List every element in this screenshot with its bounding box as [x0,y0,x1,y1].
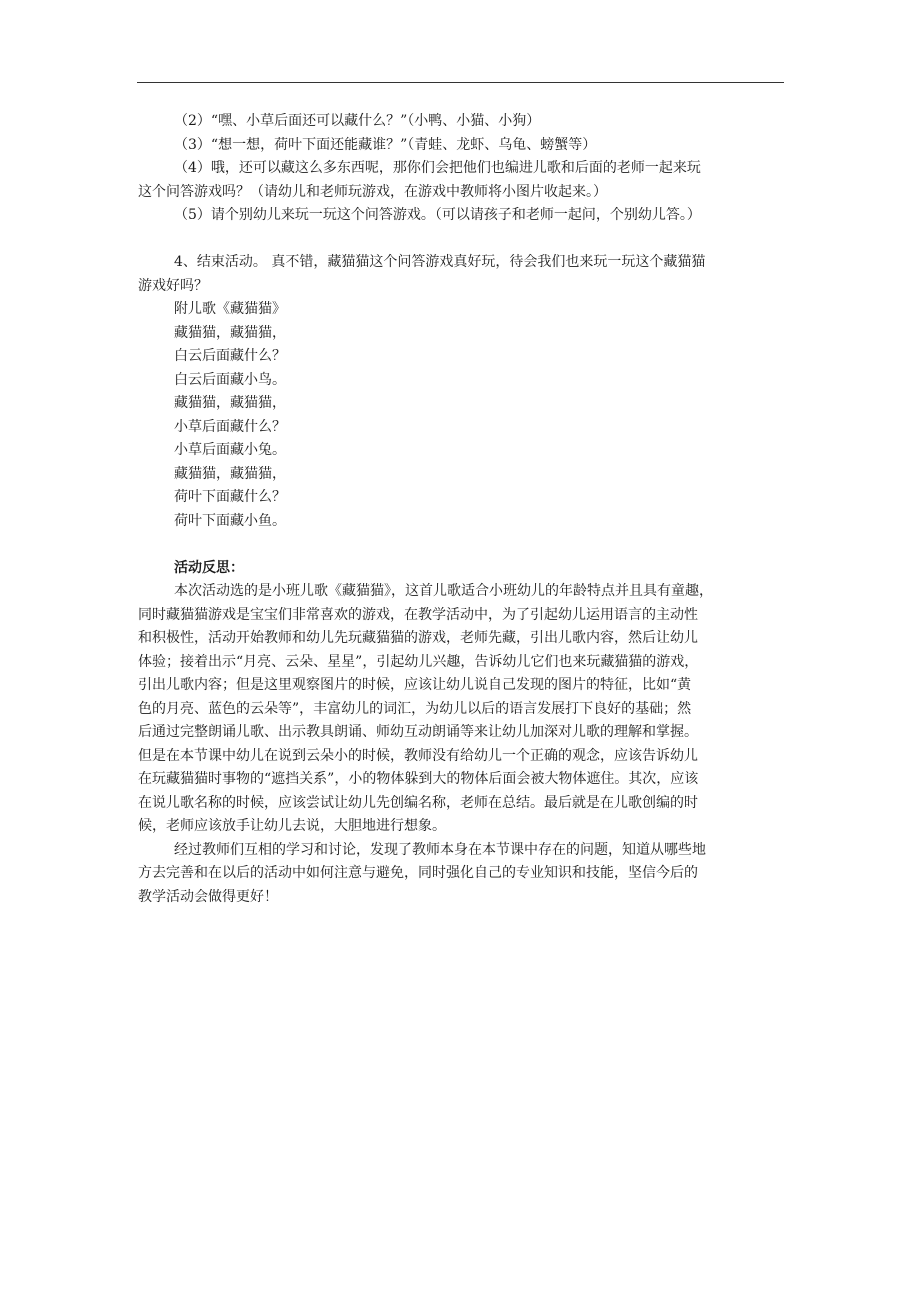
spacer [138,228,788,252]
poem-line: 白云后面藏什么？ [174,348,286,364]
poem-line: 荷叶下面藏小鱼。 [174,512,286,529]
conclusion-line: 经过教师们互相的学习和讨论，发现了教师本身在本节课中存在的问题，知道从哪些地 [174,841,706,858]
poem-line: 荷叶下面藏什么？ [174,489,286,505]
poem-line: 白云后面藏小鸟。 [174,371,286,388]
question-4-line-2: 这个问答游戏吗？（请幼儿和老师玩游戏，在游戏中教师将小图片收起来。） [138,183,607,200]
conclusion-line: 教学活动会做得更好！ [138,888,278,905]
reflection-line: 但是在本节课中幼儿在说到云朵小的时候，教师没有给幼儿一个正确的观念，应该告诉幼儿 [138,747,698,764]
header-rule [137,82,784,83]
reflection-line: 和积极性，活动开始教师和幼儿先玩藏猫猫的游戏，老师先藏，引出儿歌内容，然后让幼儿 [138,630,698,646]
question-5: （5）请个别幼儿来玩一玩这个问答游戏。（可以请孩子和老师一起问，个别幼儿答。） [174,207,701,223]
conclusion-line: 方去完善和在以后的活动中如何注意与避免，同时强化自己的专业知识和技能，坚信今后的 [138,865,698,881]
reflection-line: 在说儿歌名称的时候，应该尝试让幼儿先创编名称，老师在总结。最后就是在儿歌创编的时 [138,794,698,811]
poem-line: 小草后面藏什么？ [174,418,286,435]
question-4-line-1: （4）哦，还可以藏这么多东西呢，那你们会把他们也编进儿歌和后面的老师一起来玩 [174,160,701,176]
question-2: （2）“嘿、小草后面还可以藏什么？”（小鸭、小猫、小狗） [174,113,541,129]
reflection-heading: 活动反思： [174,559,244,576]
reflection-line: 同时藏猫猫游戏是宝宝们非常喜欢的游戏，在教学活动中，为了引起幼儿运用语言的主动性 [138,606,698,623]
poem-line: 藏猫猫，藏猫猫， [174,465,286,482]
poem-line: 藏猫猫，藏猫猫， [174,395,286,411]
reflection-line: 本次活动选的是小班儿歌《藏猫猫》，这首儿歌适合小班幼儿的年龄特点并且具有童趣， [174,583,713,599]
reflection-line: 在玩藏猫猫时事物的“遮挡关系”，小的物体躲到大的物体后面会被大物体遮住。其次，应该 [138,771,699,787]
poem-line: 藏猫猫，藏猫猫， [174,324,286,341]
document-page [138,110,788,909]
reflection-line: 体验；接着出示“月亮、云朵、星星”，引起幼儿兴趣，告诉幼儿它们也来玩藏猫猫的游戏， [138,653,699,670]
poem-line: 小草后面藏小兔。 [174,442,286,458]
reflection-line: 后通过完整朗诵儿歌、出示教具朗诵、师幼互动朗诵等来让幼儿加深对儿歌的理解和掌握。 [138,724,698,740]
reflection-line: 引出儿歌内容；但是这里观察图片的时候，应该让幼儿说自己发现的图片的特征，比如“黄 [138,677,692,693]
poem-title: 附儿歌《藏猫猫》 [174,301,286,317]
spacer [138,533,788,557]
question-3: （3）“想一想，荷叶下面还能藏谁？”（青蛙、龙虾、乌龟、螃蟹等） [174,136,597,153]
reflection-line: 色的月亮、蓝色的云朵等”，丰富幼儿的词汇，为幼儿以后的语言发展打下良好的基础；然 [138,700,692,717]
ending-line-2: 游戏好吗？ [138,277,208,294]
reflection-line: 候，老师应该放手让幼儿去说，大胆地进行想象。 [138,818,446,834]
ending-line-1: 4、结束活动。 真不错，藏猫猫这个问答游戏真好玩，待会我们也来玩一玩这个藏猫猫 [174,254,706,270]
